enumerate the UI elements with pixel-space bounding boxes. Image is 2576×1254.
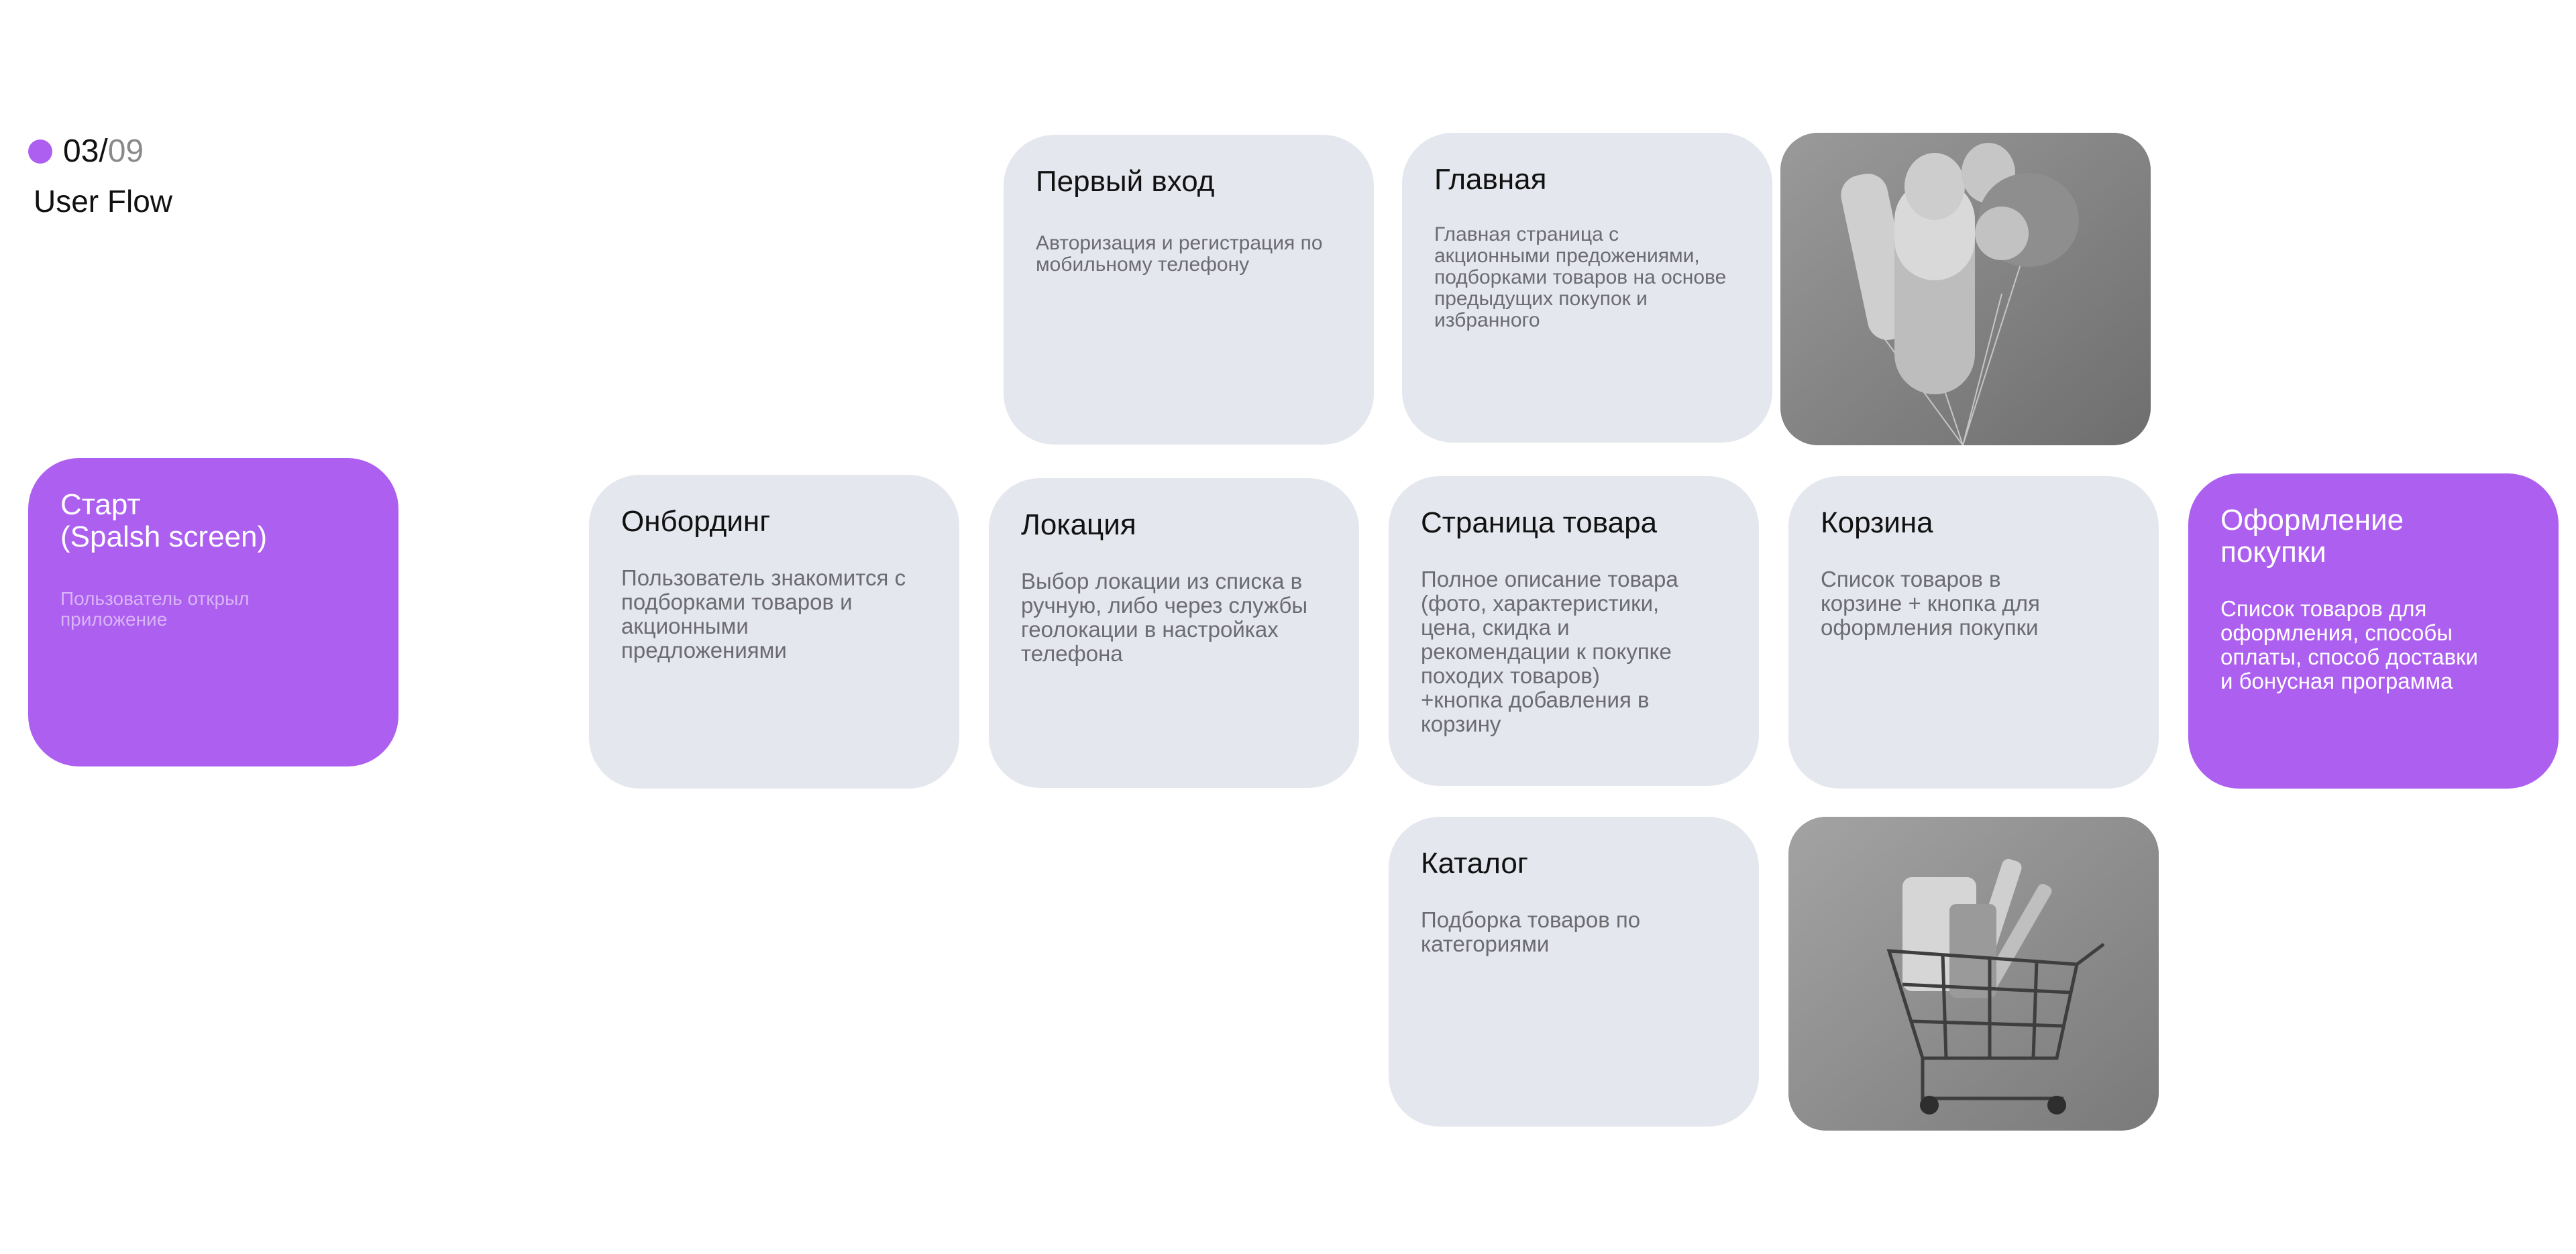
card-checkout-title: Оформление покупки: [2220, 504, 2404, 569]
card-catalog: [1389, 817, 1759, 1127]
card-main-title: Главная: [1434, 163, 1547, 196]
counter-current: 03: [63, 133, 99, 169]
shopping-cart-medicine-photo: [1788, 817, 2159, 1131]
counter-total: 09: [107, 133, 144, 169]
card-onboarding: [589, 475, 959, 789]
accent-dot: [28, 139, 52, 164]
card-first-login-desc: Авторизация и регистрация по мобильному телефону: [1036, 232, 1323, 276]
counter-separator: /: [99, 133, 108, 169]
card-cart-desc: Список товаров в корзине + кнопка для оформления покупки: [1821, 567, 2040, 640]
card-location-title: Локация: [1021, 508, 1136, 541]
card-start-title: Старт (Spalsh screen): [60, 488, 268, 553]
card-cart-title: Корзина: [1821, 506, 1933, 539]
card-catalog-desc: Подборка товаров по категориями: [1421, 907, 1641, 956]
slide-counter: [28, 133, 144, 170]
card-first-login: [1004, 135, 1374, 445]
card-product: [1389, 476, 1759, 786]
card-location-desc: Выбор локации из списка в ручную, либо через службы геолокации в настройках телефона: [1021, 569, 1308, 666]
card-main: [1402, 133, 1772, 443]
card-product-desc: Полное описание товара (фото, характеристики, цена, скидка и рекомендации к покупке походих товаров) +кнопка добавления в корзину: [1421, 567, 1678, 736]
card-checkout-desc: Список товаров для оформления, способы оплаты, способ доставки и бонусная программа: [2220, 596, 2478, 693]
card-start: [28, 458, 398, 766]
cart-illustration: [1788, 817, 2159, 1131]
card-location: [989, 478, 1359, 788]
card-start-desc: Пользователь открыл приложение: [60, 588, 250, 630]
pill-balloons-illustration: [1780, 133, 2151, 445]
card-onboarding-desc: Пользователь знакомится с подборками товаров и акционными предложениями: [621, 565, 906, 663]
card-cart: [1788, 476, 2159, 789]
card-onboarding-title: Онбординг: [621, 505, 771, 538]
card-product-title: Страница товара: [1421, 506, 1658, 539]
card-first-login-title: Первый вход: [1036, 165, 1215, 198]
card-checkout: [2188, 473, 2559, 789]
card-main-desc: Главная страница с акционными предожениями, подборками товаров на основе предыдущих покупок и избранного: [1434, 223, 1727, 331]
card-catalog-title: Каталог: [1421, 847, 1528, 880]
section-title: User Flow: [34, 184, 173, 219]
pill-balloons-photo: [1780, 133, 2151, 445]
